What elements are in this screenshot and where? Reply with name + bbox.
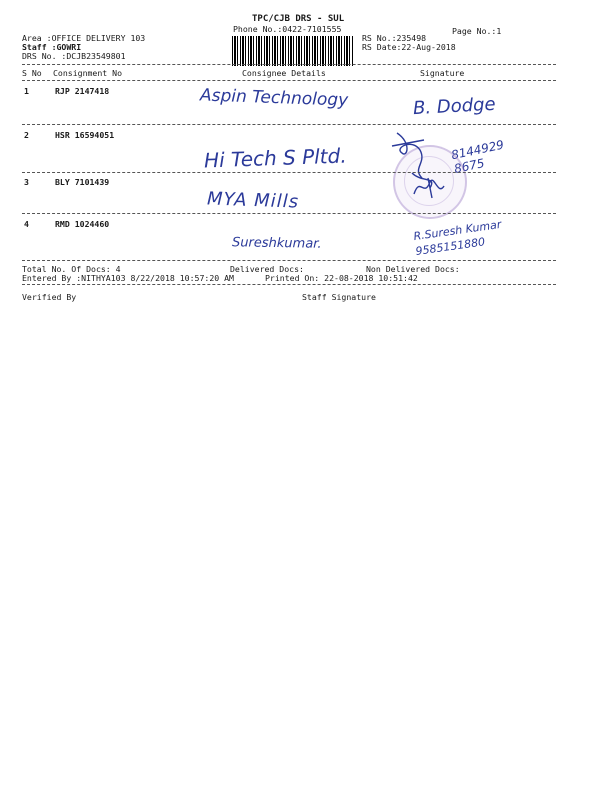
rs-date: RS Date:22-Aug-2018 [362,42,456,52]
row-sno: 3 [24,177,29,187]
header-divider-top [22,64,556,65]
staff-label: Staff :GOWRI [22,42,82,52]
row-sno: 4 [24,219,29,229]
header-divider-bottom [22,80,556,81]
row-consignment: RJP 2147418 [55,86,110,96]
staff-signature-label: Staff Signature [302,292,376,302]
drs-number: DRS No. :DCJB23549801 [22,51,126,61]
barcode-image [232,36,354,66]
phone-number: Phone No.:0422-7101555 [233,24,342,34]
row-sno: 1 [24,86,29,96]
footer-divider [22,284,556,285]
row-consignee-handwritten: Sureshkumar. [231,235,322,252]
row-consignee-handwritten: Hi Tech S Pltd. [203,143,347,173]
area-label: Area :OFFICE DELIVERY 103 [22,33,146,43]
printed-on: Printed On: 22-08-2018 10:51:42 [265,273,418,283]
page-number: Page No.:1 [452,26,502,36]
row-divider [22,124,556,125]
row-signature-handwritten: 8144929 8675 [449,137,506,177]
row-consignment: BLY 7101439 [55,177,110,187]
row-divider [22,172,556,173]
row-divider [22,213,556,214]
row-consignment: HSR 16594051 [55,130,115,140]
row-signature-handwritten: R.Suresh Kumar 9585151880 [412,217,503,258]
verified-by: Verified By [22,292,77,302]
row-sno: 2 [24,130,29,140]
delivered-docs: Delivered Docs: [230,264,304,274]
column-header-consignee: Consignee Details [242,68,326,78]
rs-number: RS No.:235498 [362,33,427,43]
signature-mark-icon [410,172,455,200]
column-header-signature: Signature [420,68,465,78]
document-title: TPC/CJB DRS - SUL [252,14,345,24]
non-delivered-docs: Non Delivered Docs: [366,264,460,274]
total-docs: Total No. Of Docs: 4 [22,264,121,274]
column-header-consignment: Consignment No [53,68,123,78]
table-bottom-divider [22,260,556,261]
row-consignee-handwritten: Aspin Technology [199,85,349,111]
entered-by: Entered By :NITHYA103 8/22/2018 10:57:20 AM [22,273,234,283]
row-consignee-handwritten: MYA Mills [206,188,300,213]
row-signature-handwritten: B. Dodge [412,93,497,120]
column-header-sno: S No [22,68,42,78]
row-consignment: RMD 1024460 [55,219,110,229]
